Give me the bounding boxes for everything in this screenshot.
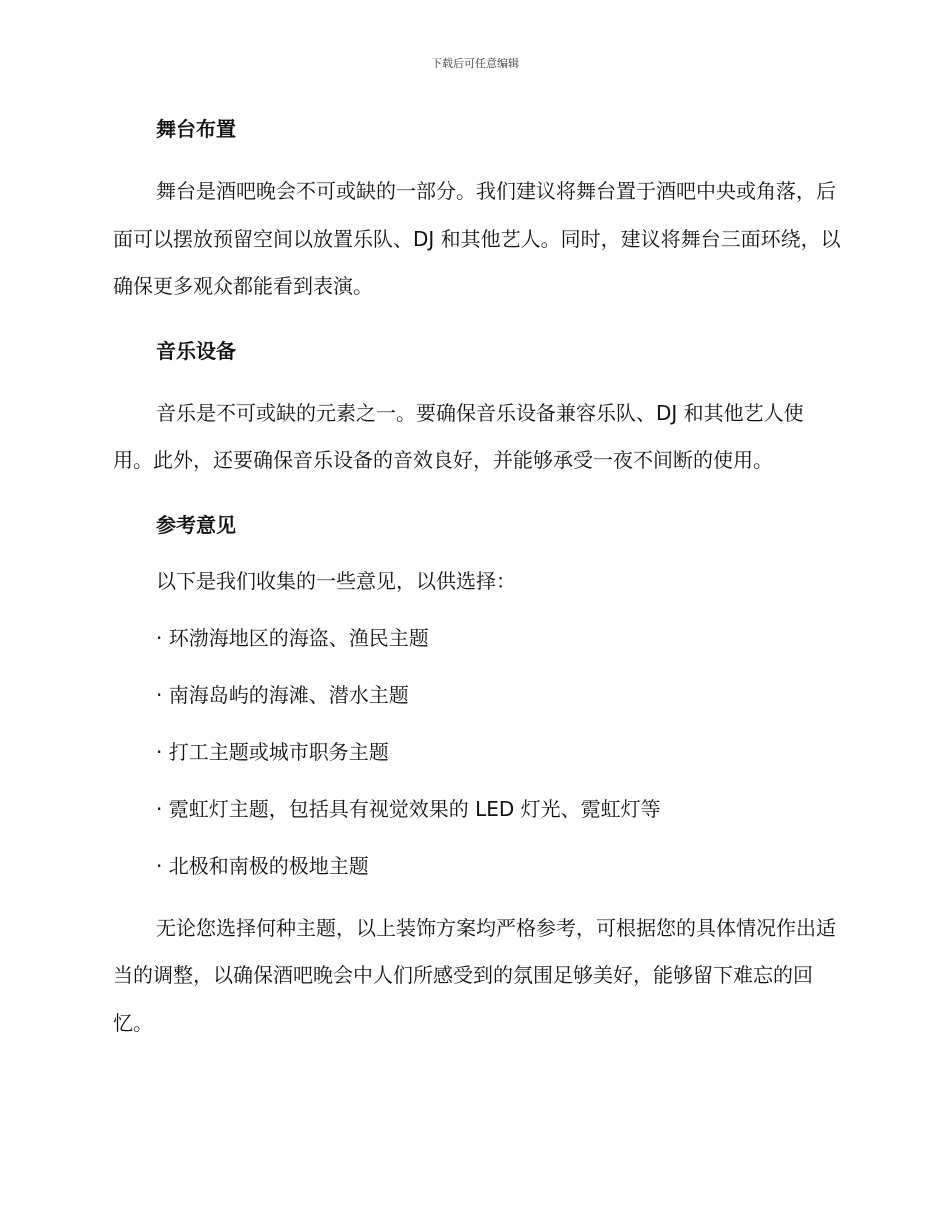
section-paragraph-music: 音乐是不可或缺的元素之一。要确保音乐设备兼容乐队、DJ 和其他艺人使用。此外，还要确保音乐设备的音效良好，并能够承受一夜不间断的使用。 <box>113 400 804 472</box>
suggestions-intro: 以下是我们收集的一些意见，以供选择： <box>156 568 516 593</box>
list-item: · 北极和南极的极地主题 <box>156 853 369 878</box>
page-header-note: 下载后可任意编辑 <box>431 57 519 70</box>
document-body <box>113 112 841 1047</box>
list-item: · 南海岛屿的海滩、潜水主题 <box>156 682 409 707</box>
section-heading-stage: 舞台布置 <box>156 117 236 141</box>
closing-paragraph: 无论您选择何种主题，以上装饰方案均严格参考，可根据您的具体情况作出适当的调整，以确保酒吧晚会中人们所感受到的氛围足够美好，能够留下难忘的回忆。 <box>113 915 836 1035</box>
section-paragraph-stage: 舞台是酒吧晚会不可或缺的一部分。我们建议将舞台置于酒吧中央或角落，后面可以摆放预留空间以放置乐队、DJ 和其他艺人。同时，建议将舞台三面环绕，以确保更多观众都能看到表演。 <box>113 179 841 298</box>
list-item: · 环渤海地区的海盗、渔民主题 <box>156 625 429 650</box>
section-heading-suggestions: 参考意见 <box>156 512 236 537</box>
section-heading-music: 音乐设备 <box>156 338 236 363</box>
list-item: · 打工主题或城市职务主题 <box>156 739 389 764</box>
list-item: · 霓虹灯主题，包括具有视觉效果的 LED 灯光、霓虹灯等 <box>156 796 661 821</box>
